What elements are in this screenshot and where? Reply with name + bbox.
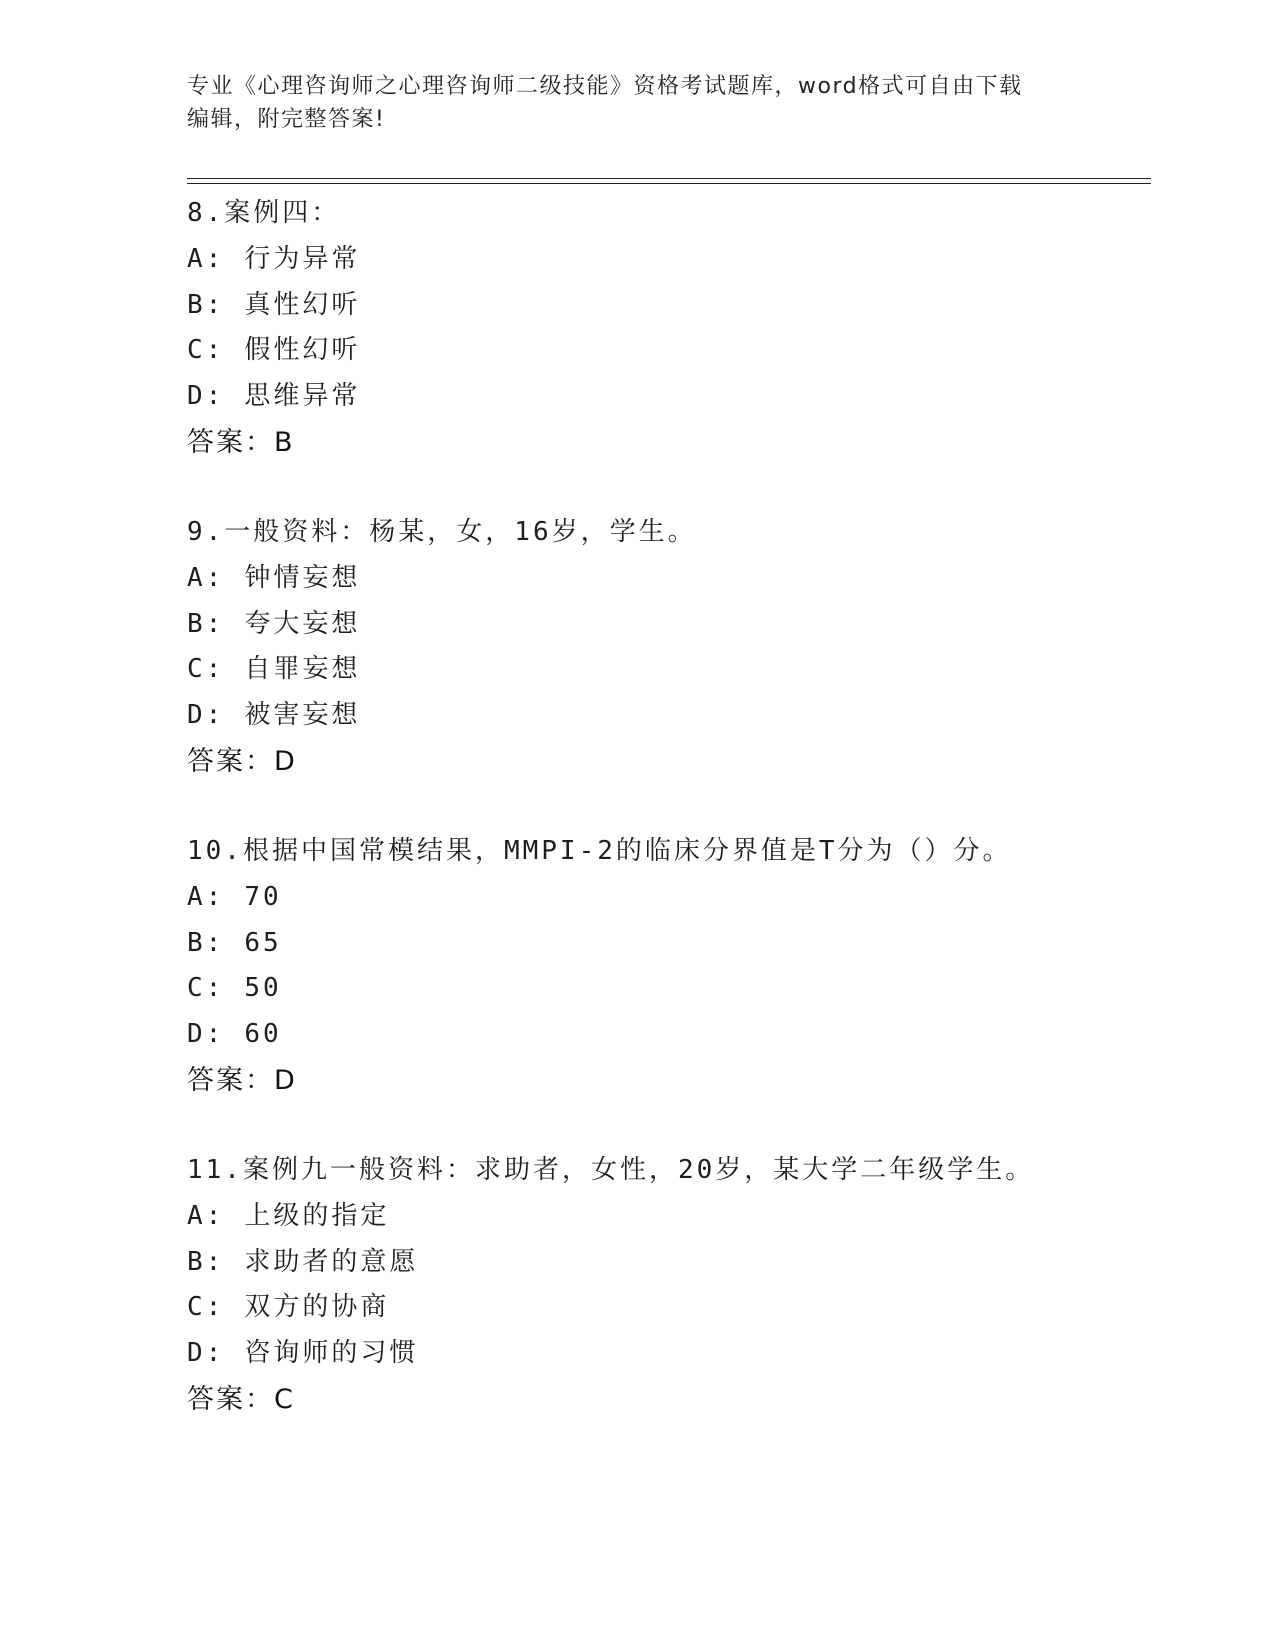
option-key: A: [187,243,225,274]
option-key: B: [187,289,225,320]
option-a [187,556,1167,602]
option-key: C: [187,335,225,366]
question-stem: 9.一般资料：杨某，女，16岁，学生。 [187,517,697,547]
option-text: 双方的协商 [244,1292,390,1323]
option-c [187,966,1167,1012]
question-11 [187,1148,1167,1423]
option-key: B: [187,1246,225,1277]
question-9 [187,510,1167,785]
option-text: 钟情妄想 [244,562,361,593]
option-key: A: [187,562,225,593]
option-text: 夸大妄想 [244,608,361,639]
option-d [187,1012,1167,1058]
option-key: C: [187,1292,225,1323]
question-stem: 8.案例四： [187,198,341,228]
document-header [187,70,1087,136]
option-b [187,921,1167,967]
option-text: 被害妄想 [244,700,361,731]
option-text: 60 [244,1019,282,1050]
option-key: B: [187,927,225,958]
option-text: 自罪妄想 [244,654,361,685]
option-key: D: [187,1019,225,1050]
option-a [187,1194,1167,1240]
option-c [187,647,1167,693]
option-text: 70 [244,881,282,912]
option-key: B: [187,608,225,639]
option-c [187,328,1167,374]
option-c [187,1285,1167,1331]
option-b [187,283,1167,329]
option-text: 真性幻听 [244,289,361,320]
question-stem: 10.根据中国常模结果，MMPI-2的临床分界值是T分为（）分。 [187,836,1012,866]
option-text: 行为异常 [244,243,361,274]
option-a [187,237,1167,283]
option-b [187,1240,1167,1286]
option-text: 50 [244,973,282,1004]
option-d [187,693,1167,739]
option-key: D: [187,1338,225,1369]
header-line-1: 专业《心理咨询师之心理咨询师二级技能》资格考试题库，word格式可自由下载 [187,74,1023,99]
option-text: 上级的指定 [244,1200,390,1231]
option-text: 假性幻听 [244,335,361,366]
option-text: 求助者的意愿 [244,1246,419,1277]
option-key: D: [187,381,225,412]
answer-line: 答案：B [187,426,295,458]
option-a [187,875,1167,921]
option-text: 咨询师的习惯 [244,1338,419,1369]
header-divider-bottom [187,183,1151,184]
option-key: A: [187,881,225,912]
answer-line: 答案：D [187,1064,297,1096]
question-stem: 11.案例九一般资料：求助者，女性，20岁，某大学二年级学生。 [187,1155,1035,1185]
answer-line: 答案：C [187,1383,295,1415]
option-text: 65 [244,927,282,958]
option-b [187,602,1167,648]
option-key: C: [187,654,225,685]
question-10 [187,829,1167,1104]
option-d [187,374,1167,420]
header-line-2: 编辑，附完整答案! [187,107,386,132]
option-d [187,1331,1167,1377]
option-key: A: [187,1200,225,1231]
option-text: 思维异常 [244,381,361,412]
option-key: C: [187,973,225,1004]
question-8 [187,191,1167,466]
answer-line: 答案：D [187,745,297,777]
option-key: D: [187,700,225,731]
header-divider-top [187,178,1151,179]
